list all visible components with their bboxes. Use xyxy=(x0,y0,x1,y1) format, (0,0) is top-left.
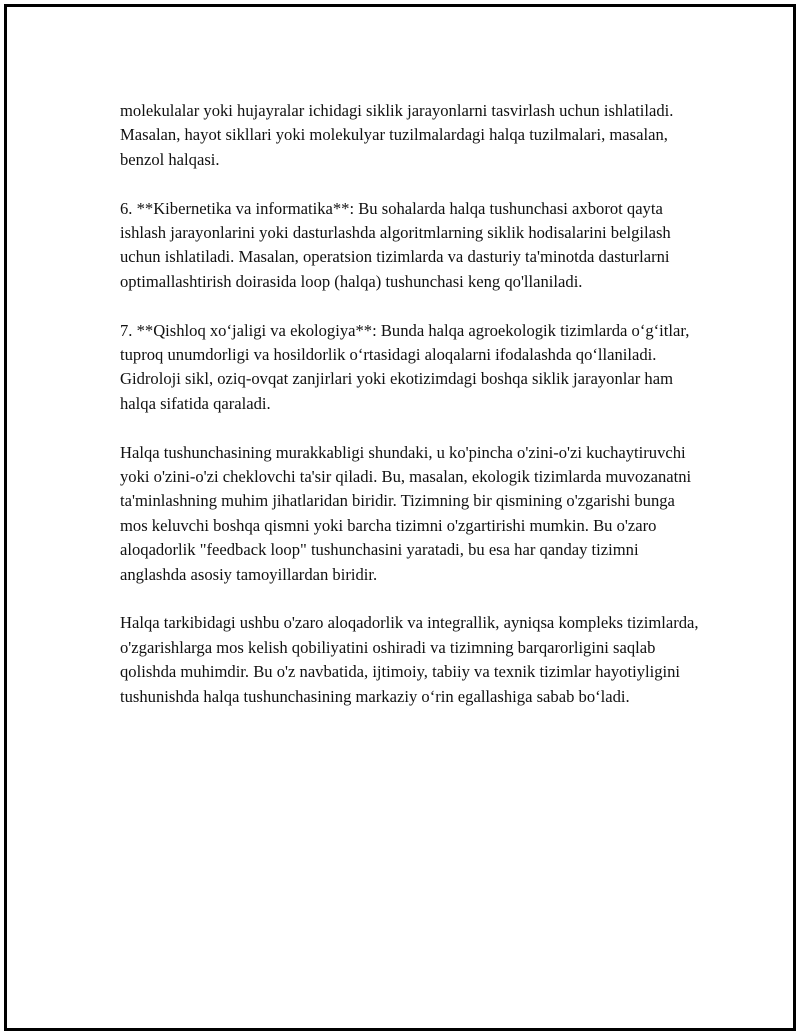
document-body xyxy=(120,99,700,733)
paragraph-continuation: molekulalar yoki hujayralar ichidagi siklik jarayonlarni tasvirlash uchun ishlatiladi. Masalan, hayot sikllari yoki molekulyar tuzilmalardagi halqa tuzilmalari, masalan, benzol halqasi. xyxy=(120,101,674,169)
page-frame xyxy=(4,4,796,1031)
paragraph-cybernetics: 6. **Kibernetika va informatika**: Bu sohalarda halqa tushunchasi axborot qayta ishlash jarayonlarini yoki dasturlashda algoritmlarning siklik hodisalarini belgilash uchun ishlatiladi. Masalan, operatsion tizimlarda va dasturiy ta'minotda dasturlarni optimallashtirish doirasida loop (halqa) tushunchasi keng qo'llaniladi. xyxy=(120,198,671,291)
paragraph-complexity: Halqa tushunchasining murakkabligi shundaki, u ko'pincha o'zini-o'zi kuchaytiruvchi yoki o'zini-o'zi cheklovchi ta'sir qiladi. Bu, masalan, ekologik tizimlarda muvozanatni ta'minlashning muhim jihatlaridan biridir. Tizimning bir qismining o'zgarishi bunga mos keluvchi boshqa qismni yoki barcha tizimni o'zgartirishi mumkin. Bu o'zaro aloqadorlik "feedback loop" tushunchasini yaratadi, bu esa har qanday tizimni anglashda asosiy tamoyillardan biridir. xyxy=(120,442,692,584)
paragraph-agriculture: 7. **Qishloq xo‘jaligi va ekologiya**: Bunda halqa agroekologik tizimlarda o‘g‘itlar, tuproq unumdorligi va hosildorlik o‘rtasidagi aloqalarni ifodalashda qo‘llaniladi. Gidroloji sikl, oziq-ovqat zanjirlari yoki ekotizimdagi boshqa siklik jarayonlar ham halqa sifatida qaraladi. xyxy=(120,320,690,413)
paragraph-integrality: Halqa tarkibidagi ushbu o'zaro aloqadorlik va integrallik, ayniqsa kompleks tizimlarda, o'zgarishlarga mos kelish qobiliyatini oshiradi va tizimning barqarorligini saqlab qolishda muhimdir. Bu o'z navbatida, ijtimoiy, tabiiy va texnik tizimlar hayotiyligini tushunishda halqa tushunchasining markaziy o‘rin egallashiga sabab bo‘ladi. xyxy=(120,613,699,706)
